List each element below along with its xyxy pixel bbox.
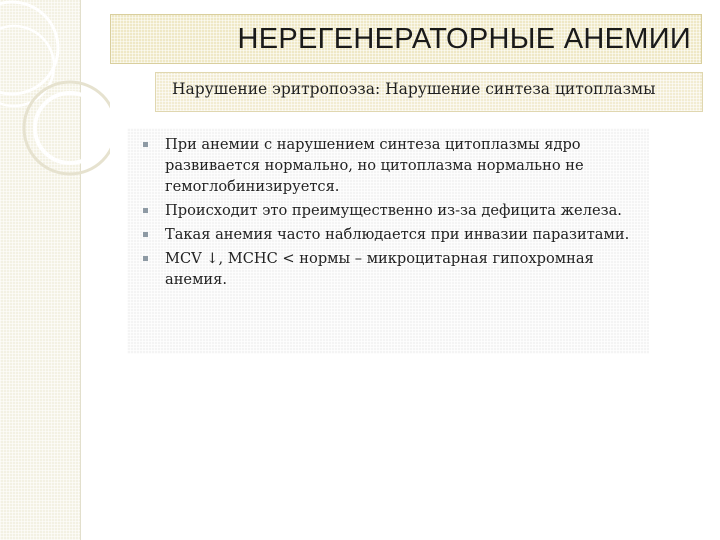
- bullet-item: [143, 248, 643, 290]
- bullet-text: При анемии с нарушением синтеза цитоплазмы ядро развивается нормально, но цитоплазма нормально не гемоглобинизируется.: [165, 136, 584, 195]
- bullet-text: Происходит это преимущественно из-за дефицита железа.: [165, 202, 622, 219]
- title-band: [110, 14, 702, 64]
- square-bullet-icon: [143, 256, 148, 261]
- bullet-item: [143, 224, 643, 245]
- square-bullet-icon: [143, 208, 148, 213]
- square-bullet-icon: [143, 232, 148, 237]
- content-panel: [127, 128, 649, 354]
- decorative-circles-icon: [0, 0, 110, 220]
- page-subtitle: Нарушение эритропоэза: Нарушение синтеза цитоплазмы: [172, 80, 656, 98]
- bullet-list: [143, 134, 643, 293]
- square-bullet-icon: [143, 142, 148, 147]
- subtitle-band: [155, 72, 703, 112]
- bullet-item: [143, 134, 643, 197]
- page-title: НЕРЕГЕНЕРАТОРНЫЕ АНЕМИИ: [237, 23, 691, 55]
- bullet-item: [143, 200, 643, 221]
- bullet-text: MCV ↓, MCHC < нормы – микроцитарная гипохромная анемия.: [165, 250, 594, 288]
- bullet-text: Такая анемия часто наблюдается при инвазии паразитами.: [165, 226, 630, 243]
